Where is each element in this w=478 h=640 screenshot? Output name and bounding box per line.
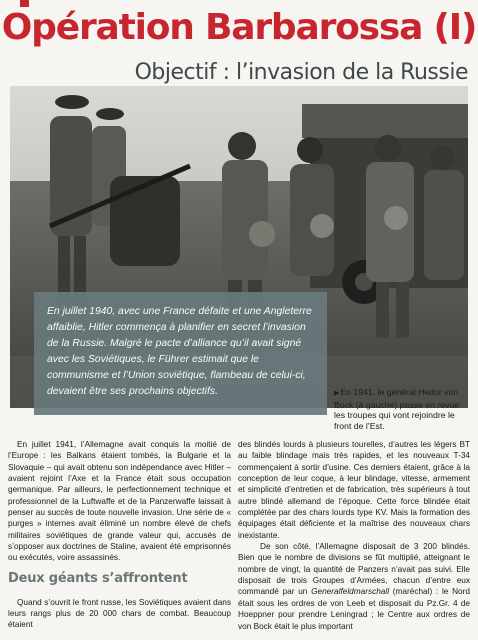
paragraph: [238, 541, 470, 632]
page-subtitle: Objectif : l’invasion de la Russie: [134, 60, 468, 85]
paragraph-text: De son côté, l’Allemagne disposait de 3 200 blindés. Bien que le nombre de divisions se fût multiplié, atteignant le nombre de vingt, la quantité de Panzers n’avait pas suivi. Elle disposait de trois Groupes d’Armées, chacun d’entre eux commandé par un: [238, 542, 470, 597]
page-title: Opération Barbarossa (I): [1, 7, 477, 48]
rank-term: Generalfeldmarschall: [311, 587, 390, 597]
paragraph: des blindés lourds à plusieurs tourelles, d’autres les légers BT au faible blindage mais très rapides, et les nouveaux T-34 commençaient à sortir d’usine. Ces derniers étaient, grâce à la conception de leur coque, à leur blindage, vitesse, armement et simplicité d’entretien et de fabrication, très supérieurs à tout autre blindé allemand de l’époque. Cette force blindée était complétée par des chars lourds type KV. Mais la formation des équipages était déficiente et la maîtrise des nouveaux chars inexistante.: [238, 440, 470, 540]
article-column-left: [8, 439, 231, 631]
paragraph: Quand s’ouvrit le front russe, les Soviétiques avaient dans leurs rangs plus de 20 000 chars de combat. Beaucoup étaient: [8, 597, 231, 630]
photo-caption-text: En 1941, le général Hedor von Bock (à gauche) passe en revue les troupes qui vont rejoindre le front de l’Est.: [334, 387, 460, 431]
photo-caption: [334, 387, 472, 431]
section-heading: Deux géants s’affrontent: [8, 570, 188, 586]
article-column-right: [238, 439, 470, 632]
intro-text-box: En juillet 1940, avec une France défaite et une Angleterre affaiblie, Hitler commença à planifier en secret l’invasion de la Russie. Malgré le pacte d’alliance qu’il avait signé avec les Soviétiques, le Führer estimait que le communisme et l’Union soviétique, flambeau de celui-ci, devaient être ses prochains objectifs.: [34, 292, 327, 415]
caption-arrow-icon: ▶: [334, 390, 340, 397]
paragraph-text: (maréchal) : le Nord était sous les ordres de von Leeb et disposait du Pz.Gr. 4 de Hoeppner pour prendre Leningrad ; le Centre aux ordres de von Bock était le plus important: [238, 587, 470, 631]
paragraph: En juillet 1941, l’Allemagne avait conquis la moitié de l’Europe : les Balkans étaient tombés, la Bulgarie et la Slovaquie – qui avait obtenu son indépendance avec Hitler – avaient rejoint l’Axe et la France était sous occupation germanique. Par ailleurs, le perfectionnement technique et professionnel de la Luftwaffe et de la Panzerwaffe laissait à penser au succès de toute nouvelle invasion. Une série de « purges » internes avait éliminé un nombre élevé de chefs militaires soviétiques de grande valeur qui, accusés de s’opposer aux doctrines de Staline, avaient été emprisonnés ou exécutés, voire assassinés.: [8, 440, 231, 563]
